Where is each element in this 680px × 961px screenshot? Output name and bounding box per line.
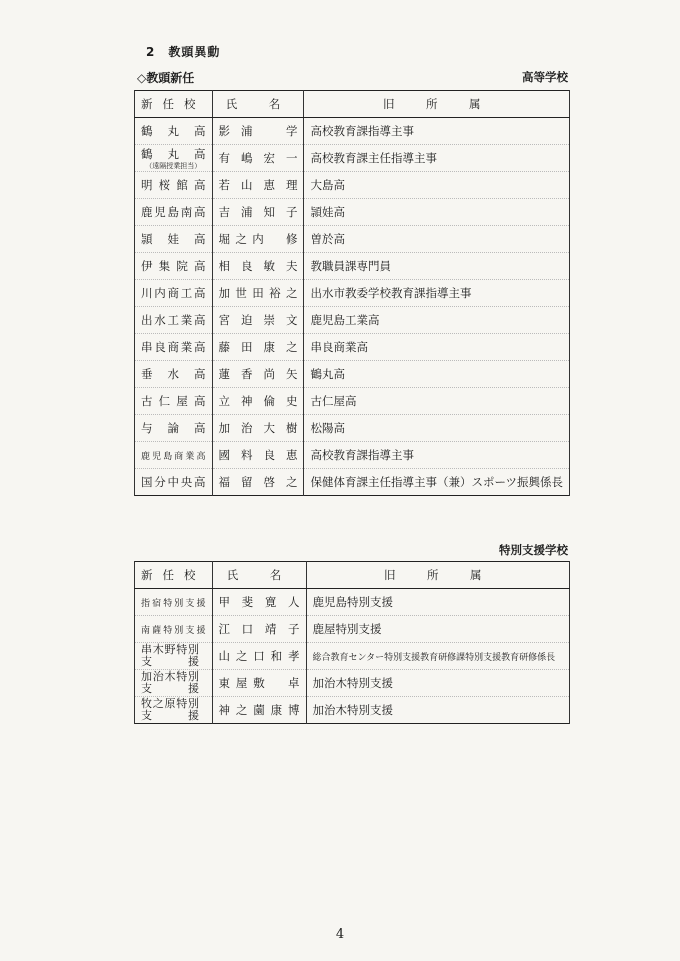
previous-post-cell — [306, 643, 570, 670]
new-school-name: 鶴丸高 — [141, 146, 206, 161]
person-name: 山之口和孝 — [218, 649, 300, 663]
new-school-cell — [135, 388, 213, 415]
previous-post: 松陽高 — [310, 421, 345, 435]
name-cell — [212, 442, 304, 469]
previous-post: 加治木特別支援 — [312, 676, 393, 690]
new-school-name: 鹿児島商業高 — [141, 451, 206, 462]
person-name: 福留啓之 — [218, 475, 298, 489]
new-school-name: 出水工業高 — [141, 313, 206, 327]
previous-post: 出水市教委学校教育課指導主事 — [310, 286, 472, 300]
new-school-name: 牧之原特別支援 — [141, 697, 199, 722]
header-previous: 旧 所 属 — [306, 562, 570, 589]
person-name: 東屋敷 卓 — [218, 676, 300, 690]
table-row — [135, 280, 570, 307]
table-row — [135, 697, 570, 724]
person-name: 若山恵理 — [218, 178, 298, 192]
new-school-name: 鶴丸高 — [141, 124, 206, 138]
previous-post: 教職員課専門員 — [310, 259, 391, 273]
table-row — [135, 388, 570, 415]
new-school-cell — [135, 280, 213, 307]
high-school-table — [134, 90, 570, 496]
special-school-table-body — [135, 589, 570, 724]
name-cell — [212, 616, 306, 643]
person-name: 宮迫崇文 — [218, 313, 298, 327]
new-school-cell — [135, 670, 213, 697]
table-row — [135, 307, 570, 334]
new-school-cell — [135, 643, 213, 670]
new-school-cell — [135, 697, 213, 724]
header-previous: 旧 所 属 — [304, 91, 570, 118]
name-cell — [212, 199, 304, 226]
name-cell — [212, 361, 304, 388]
header-name: 氏 名 — [212, 91, 304, 118]
new-school-note: （遠隔授業担当） — [145, 161, 202, 170]
previous-post-cell — [304, 307, 570, 334]
name-cell — [212, 172, 304, 199]
name-cell — [212, 388, 304, 415]
previous-post-cell — [304, 415, 570, 442]
name-cell — [212, 226, 304, 253]
new-school-cell — [135, 145, 213, 172]
new-school-cell — [135, 253, 213, 280]
special-school-category: 特別支援学校 — [499, 543, 568, 557]
new-school-name: 串良商業高 — [141, 340, 206, 354]
new-school-name: 伊集院高 — [141, 259, 206, 273]
new-school-name: 加治木特別支援 — [141, 670, 199, 695]
table-row — [135, 415, 570, 442]
table-row — [135, 361, 570, 388]
previous-post-cell — [306, 616, 570, 643]
person-name: 吉浦知子 — [218, 205, 298, 219]
name-cell — [212, 469, 304, 496]
previous-post-cell — [304, 253, 570, 280]
person-name: 相良敏夫 — [218, 259, 298, 273]
previous-post-cell — [304, 361, 570, 388]
name-cell — [212, 253, 304, 280]
person-name: 蓮香尚矢 — [218, 367, 298, 381]
new-school-name: 南薩特別支援 — [141, 625, 206, 636]
previous-post: 鹿屋特別支援 — [312, 622, 382, 636]
table-row — [135, 118, 570, 145]
name-cell — [212, 307, 304, 334]
header-new-school: 新任校 — [135, 91, 213, 118]
previous-post-cell — [304, 388, 570, 415]
person-name: 國料良恵 — [218, 448, 298, 462]
new-school-cell — [135, 616, 213, 643]
new-school-cell — [135, 199, 213, 226]
person-name: 堀之内 修 — [218, 232, 298, 246]
person-name: 藤田康之 — [218, 340, 298, 354]
new-school-name: 串木野特別支援 — [141, 643, 199, 668]
name-cell — [212, 280, 304, 307]
person-name: 立神倫史 — [218, 394, 298, 408]
previous-post: 高校教育課指導主事 — [310, 448, 414, 462]
previous-post-cell — [304, 118, 570, 145]
previous-post: 鹿児島特別支援 — [312, 595, 393, 609]
name-cell — [212, 697, 306, 724]
previous-post-cell — [304, 442, 570, 469]
previous-post-cell — [304, 199, 570, 226]
new-school-cell — [135, 307, 213, 334]
name-cell — [212, 589, 306, 616]
new-school-name: 国分中央高 — [141, 475, 206, 489]
previous-post: 総合教育センター特別支援教育研修課特別支援教育研修係長 — [312, 653, 556, 663]
previous-post-cell — [304, 226, 570, 253]
table-row — [135, 226, 570, 253]
person-name: 加治大樹 — [218, 421, 298, 435]
previous-post: 串良商業高 — [310, 340, 368, 354]
new-school-cell — [135, 334, 213, 361]
table-row — [135, 616, 570, 643]
previous-post-cell — [306, 670, 570, 697]
new-school-name: 川内商工高 — [141, 286, 206, 300]
previous-post: 頴娃高 — [310, 205, 345, 219]
high-school-category: 高等学校 — [522, 70, 568, 84]
table-row — [135, 199, 570, 226]
table-row — [135, 589, 570, 616]
new-school-cell — [135, 118, 213, 145]
previous-post: 高校教育課指導主事 — [310, 124, 414, 138]
name-cell — [212, 145, 304, 172]
table-header-row — [135, 562, 570, 589]
header-new-school: 新任校 — [135, 562, 213, 589]
previous-post: 加治木特別支援 — [312, 703, 393, 717]
special-school-table — [134, 561, 570, 724]
page-number: 4 — [335, 927, 345, 942]
previous-post-cell — [304, 145, 570, 172]
previous-post: 保健体育課主任指導主事（兼）スポーツ振興係長 — [310, 475, 563, 489]
table-row — [135, 442, 570, 469]
previous-post-cell — [304, 280, 570, 307]
table-row — [135, 172, 570, 199]
new-school-name: 与論高 — [141, 421, 206, 435]
table-row — [135, 145, 570, 172]
sub-title: ◇教頭新任 — [137, 71, 195, 85]
previous-post-cell — [304, 172, 570, 199]
person-name: 江口靖子 — [218, 622, 300, 636]
person-name: 加世田裕之 — [218, 286, 298, 300]
header-name: 氏 名 — [212, 562, 306, 589]
table-row — [135, 253, 570, 280]
previous-post: 鹿児島工業高 — [310, 313, 380, 327]
new-school-name: 明桜館高 — [141, 178, 206, 192]
previous-post-cell — [306, 697, 570, 724]
person-name: 甲斐寛人 — [218, 595, 300, 609]
name-cell — [212, 334, 304, 361]
name-cell — [212, 118, 304, 145]
previous-post: 古仁屋高 — [310, 394, 357, 408]
person-name: 影浦 学 — [218, 124, 298, 138]
new-school-name: 指宿特別支援 — [141, 598, 206, 609]
previous-post: 高校教育課主任指導主事 — [310, 151, 437, 165]
table-header-row — [135, 91, 570, 118]
new-school-cell — [135, 361, 213, 388]
new-school-cell — [135, 226, 213, 253]
new-school-name: 頴娃高 — [141, 232, 206, 246]
new-school-name: 鹿児島南高 — [141, 205, 206, 219]
previous-post-cell — [304, 469, 570, 496]
name-cell — [212, 643, 306, 670]
previous-post: 鶴丸高 — [310, 367, 345, 381]
table-row — [135, 334, 570, 361]
new-school-cell — [135, 589, 213, 616]
person-name: 有嶋宏一 — [218, 151, 298, 165]
new-school-cell — [135, 469, 213, 496]
new-school-cell — [135, 172, 213, 199]
previous-post: 曽於高 — [310, 232, 345, 246]
name-cell — [212, 670, 306, 697]
name-cell — [212, 415, 304, 442]
table-row — [135, 469, 570, 496]
section-title: 2 教頭異動 — [146, 45, 221, 59]
previous-post-cell — [306, 589, 570, 616]
new-school-name: 垂水高 — [141, 367, 206, 381]
table-row — [135, 670, 570, 697]
new-school-name: 古仁屋高 — [141, 394, 206, 408]
table-row — [135, 643, 570, 670]
previous-post: 大島高 — [310, 178, 345, 192]
previous-post-cell — [304, 334, 570, 361]
high-school-table-body — [135, 118, 570, 496]
new-school-cell — [135, 415, 213, 442]
person-name: 神之薗康博 — [218, 703, 300, 717]
new-school-cell — [135, 442, 213, 469]
